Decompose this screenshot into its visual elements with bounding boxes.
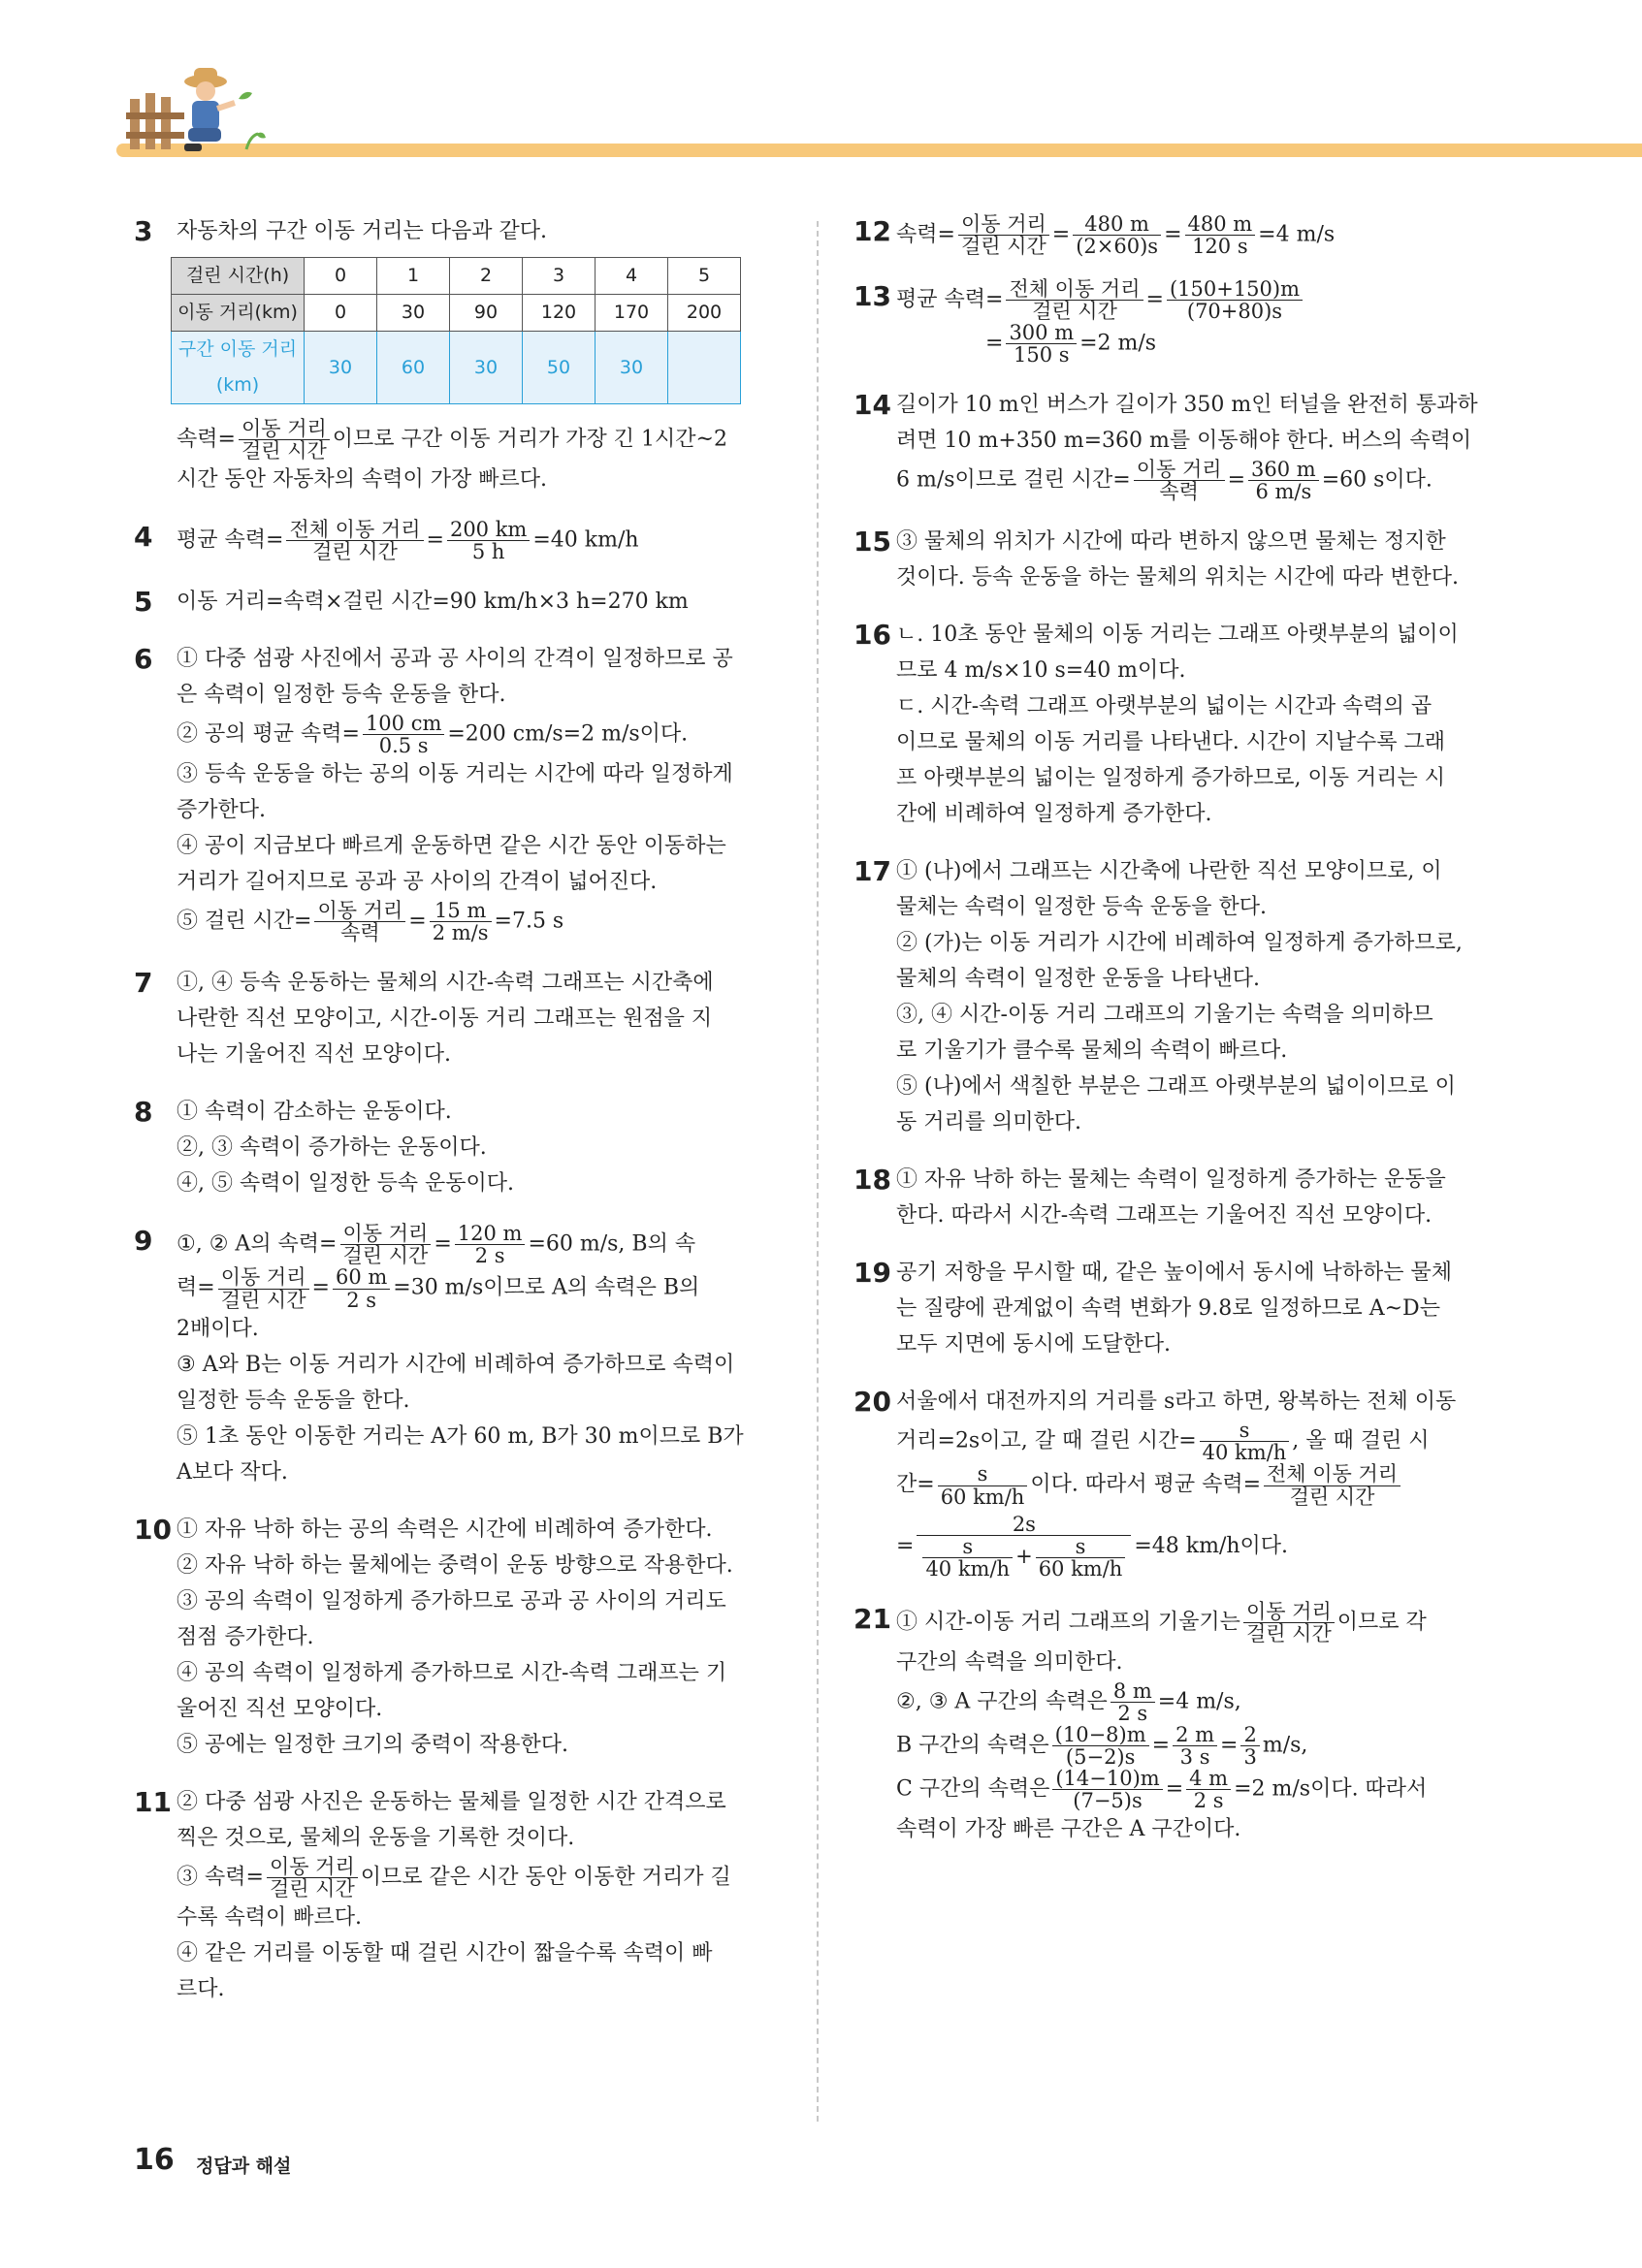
numerator: s [1036,1536,1126,1558]
denominator: 5 h [471,540,505,564]
text: 이므로 같은 시간 동안 이동한 거리가 길 [360,1865,731,1890]
text: 속력= [896,222,955,247]
question-number: 17 [853,855,891,888]
table-row [172,258,741,295]
denominator: 40 km/h [925,1556,1011,1581]
text: = [311,1276,330,1301]
answer-text: 울어진 직선 모양이다. [177,1696,383,1721]
table-cell: 120 [523,295,596,332]
text: 이므로 각 [1336,1610,1427,1635]
answer-text: 한다. 따라서 시간-속력 그래프는 기울어진 직선 모양이다. [896,1203,1433,1229]
denominator: (70+80)s [1186,300,1283,324]
table-cell: 2 [450,258,523,295]
answer-text: ㄷ. 시간-속력 그래프 아랫부분의 넓이는 시간과 속력의 곱 [896,694,1433,719]
answer-4 [134,519,776,562]
answer-text: ②, ③ 속력이 증가하는 운동이다. [177,1135,487,1161]
numerator: 100 cm [363,713,444,735]
text: = [1151,1733,1171,1758]
answer-text: 로 기울기가 클수록 물체의 속력이 빠르다. [896,1038,1288,1064]
answer-text: 찍은 것으로, 물체의 운동을 기록한 것이다. [177,1825,575,1850]
numerator: 이동 거리 [1134,459,1225,481]
fraction [286,519,423,562]
question-number: 9 [134,1225,153,1258]
numerator: (14−10)m [1052,1768,1162,1790]
answer-text: 길이가 10 m인 버스가 길이가 350 m인 터널을 완전히 통과하 [896,393,1478,418]
text: =60 m/s, B의 속 [528,1231,696,1257]
fraction [1173,1724,1217,1768]
answer-text: 모두 지면에 동시에 도달한다. [896,1332,1171,1358]
section-label: 정답과 해설 [196,2156,292,2177]
fraction [1243,1601,1335,1645]
numerator: 이동 거리 [314,900,405,922]
fraction [1185,213,1256,257]
text: =4 m/s [1258,222,1336,247]
text: ⑤ 걸린 시간= [177,909,312,934]
answer-8 [134,1094,776,1201]
denominator: 걸린 시간 [1245,1621,1332,1645]
numerator: 이동 거리 [340,1223,432,1245]
denominator: 속력 [1159,480,1199,504]
denominator: 걸린 시간 [1289,1485,1375,1509]
answer-21 [853,1601,1494,1847]
denominator: 3 [1243,1744,1257,1769]
denominator: 120 s [1192,235,1248,259]
numerator: 2 [1240,1724,1259,1746]
answer-text: ①, ④ 등속 운동하는 물체의 시간-속력 그래프는 시간축에 [177,971,714,996]
answer-text: 이므로 물체의 이동 거리를 나타낸다. 시간이 지날수록 그래 [896,730,1445,755]
fraction [340,1223,432,1266]
answer-text [896,1768,1494,1811]
text: =48 km/h이다. [1134,1533,1289,1558]
fraction [1073,213,1161,257]
answer-text: ② (가)는 이동 거리가 시간에 비례하여 일정하게 증가하므로, [896,931,1463,956]
fraction [447,519,530,562]
answer-text: 일정한 등속 운동을 한다. [177,1388,410,1413]
answer-text: 자동차의 구간 이동 거리는 다음과 같다. [177,219,547,243]
fraction [1248,459,1319,502]
answer-text: 시간 동안 자동차의 속력이 가장 빠르다. [177,467,547,493]
fraction [314,900,405,943]
text: = [985,331,1004,356]
numerator: (10−8)m [1052,1724,1149,1746]
table-cell: 구간 이동 거리(km) [172,332,305,404]
answer-13 [853,278,1494,366]
numerator: 전체 이동 거리 [286,519,423,541]
table-cell: 30 [596,332,668,404]
answer-text [896,1514,1494,1580]
answer-text [177,900,776,943]
answer-text: 이동 거리=속력×걸린 시간=90 km/h×3 h=270 km [177,590,689,615]
answer-text: 은 속력이 일정한 등속 운동을 한다. [177,683,506,708]
table-cell: 60 [377,332,450,404]
answer-text: 는 질량에 관계없이 속력 변화가 9.8로 일정하므로 A~D는 [896,1296,1440,1322]
answer-text: ⑤ 공에는 일정한 크기의 중력이 작용한다. [177,1732,568,1757]
text: ③ 속력= [177,1865,264,1890]
fraction [267,1856,358,1900]
answer-text: ① 자유 낙하 하는 물체는 속력이 일정하게 증가하는 운동을 [896,1167,1446,1193]
answer-text: 므로 4 m/s×10 s=40 m이다. [896,658,1186,684]
text: 거리=2s이고, 갈 때 걸린 시간= [896,1428,1197,1453]
numerator: s [938,1463,1028,1485]
text: m/s, [1262,1733,1308,1758]
denominator: 0.5 s [378,734,429,758]
answer-text: 간에 비례하여 일정하게 증가한다. [896,802,1212,827]
fraction [1134,459,1225,502]
text: ②, ③ A 구간의 속력은 [896,1689,1108,1714]
fraction [922,1536,1013,1580]
fraction [938,1463,1028,1507]
question-number: 14 [853,389,891,422]
table-row-highlight [172,332,741,404]
page-number: 16 [134,2143,175,2177]
answer-text: ① 자유 낙하 하는 공의 속력은 시간에 비례하여 증가한다. [177,1517,713,1542]
answer-text: 거리가 길어지므로 공과 공 사이의 간격이 넓어진다. [177,870,658,895]
question-number: 6 [134,643,153,676]
answer-text: 르다. [177,1976,225,2001]
numerator: 이동 거리 [267,1856,358,1878]
answer-text [896,1680,1494,1724]
denominator: 걸린 시간 [960,235,1046,259]
text: = [426,527,444,553]
answer-text: ④ 공의 속력이 일정하게 증가하므로 시간-속력 그래프는 기 [177,1660,727,1685]
fraction [1052,1724,1149,1768]
question-number: 3 [134,215,153,247]
denominator: 150 s [1014,343,1070,367]
answer-text [177,713,776,756]
question-number: 5 [134,586,153,619]
question-number: 19 [853,1257,891,1290]
text: ② 공의 평균 속력= [177,721,360,747]
table-cell: 이동 거리(km) [172,295,305,332]
answer-text: 프 아랫부분의 넓이는 일정하게 증가하므로, 이동 거리는 시 [896,766,1445,791]
answer-text [177,1223,776,1266]
answer-text [896,1463,1494,1507]
question-number: 11 [134,1785,172,1818]
text: ① 시간-이동 거리 그래프의 기울기는 [896,1610,1240,1635]
answer-text: 동 거리를 의미한다. [896,1110,1081,1135]
table-cell: 30 [377,295,450,332]
answer-text: A보다 작다. [177,1459,288,1485]
denominator: 2 s [474,1244,505,1268]
table-cell: 0 [305,295,377,332]
text: =30 m/s이므로 A의 속력은 B의 [393,1276,700,1301]
text: ①, ② A의 속력= [177,1231,338,1257]
answer-text: 물체의 속력이 일정한 운동을 나타낸다. [896,967,1260,992]
distance-table [171,257,741,404]
text: =7.5 s [494,909,564,934]
question-number: 18 [853,1164,891,1197]
question-number: 15 [853,526,891,559]
answer-17 [853,853,1494,1140]
text: = [408,909,427,934]
answer-text: 서울에서 대전까지의 거리를 s라고 하면, 왕복하는 전체 이동 [896,1390,1457,1415]
table-cell: 170 [596,295,668,332]
answer-20 [853,1384,1494,1579]
answer-text [896,1724,1494,1768]
numerator: 이동 거리 [239,418,330,440]
denominator: 60 km/h [940,1485,1025,1509]
header-bar [116,144,1642,157]
denominator: (2×60)s [1076,235,1159,259]
answer-text: ③ 공의 속력이 일정하게 증가하므로 공과 공 사이의 거리도 [177,1588,726,1613]
answer-text [177,519,776,562]
denominator: 걸린 시간 [269,1876,355,1901]
answer-12 [853,213,1494,257]
answer-text: ④ 공이 지금보다 빠르게 운동하면 같은 시간 동안 이동하는 [177,834,726,859]
text: 이므로 구간 이동 거리가 가장 긴 1시간~2 [332,427,727,452]
numerator: 2 m [1173,1724,1217,1746]
text: =4 m/s, [1157,1689,1241,1714]
numerator: 300 m [1006,322,1077,344]
text: , 올 때 걸린 시 [1292,1428,1430,1453]
answer-text: ③ A와 B는 이동 거리가 시간에 비례하여 증가하므로 속력이 [177,1352,735,1377]
numerator: (150+150)m [1167,278,1303,301]
text: 이다. 따라서 평균 속력= [1030,1473,1262,1498]
answer-9 [134,1223,776,1489]
text: = [1051,222,1071,247]
table-cell: 50 [523,332,596,404]
text: = [1165,1776,1184,1802]
question-number: 16 [853,619,891,652]
answer-text: 점점 증가한다. [177,1624,314,1649]
text: 속력= [177,427,236,452]
denominator: 속력 [340,921,380,945]
question-number: 12 [853,215,891,247]
table-cell: 1 [377,258,450,295]
fraction [1006,322,1077,366]
table-cell: 0 [305,258,377,295]
numerator: s [1200,1420,1290,1442]
text: 력= [177,1276,215,1301]
answer-text: 수록 속력이 빠르다. [177,1904,362,1930]
numerator: 60 m [333,1266,390,1289]
answer-text [896,213,1494,257]
question-number: 8 [134,1096,153,1129]
answer-text: ⑤ 1초 동안 이동한 거리는 A가 60 m, B가 30 m이므로 B가 [177,1423,744,1449]
table-cell: 90 [450,295,523,332]
table-cell: 5 [668,258,741,295]
question-number: 7 [134,967,153,1000]
fraction [1186,1768,1231,1811]
text: =2 m/s이다. 따라서 [1234,1776,1428,1802]
fraction [218,1266,309,1310]
answer-text [177,418,776,462]
numerator: 4 m [1186,1768,1231,1790]
denominator: 걸린 시간 [241,439,327,463]
answer-text: ③, ④ 시간-이동 거리 그래프의 기울기는 속력을 의미하므 [896,1003,1433,1028]
table-row [172,295,741,332]
table-cell: 4 [596,258,668,295]
fraction [1052,1768,1162,1811]
fraction [333,1266,390,1310]
text: 평균 속력= [896,287,1004,312]
numerator: 15 m [430,900,492,922]
denominator: 40 km/h [1202,1441,1287,1465]
fraction [1036,1536,1126,1580]
text: B 구간의 속력은 [896,1733,1049,1758]
text: + [1015,1544,1033,1568]
gardener-illustration [124,60,279,157]
numerator: 200 km [447,519,530,541]
answer-text: 나는 기울어진 직선 모양이다. [177,1042,451,1068]
text: = [1164,222,1182,247]
denominator: 걸린 시간 [342,1244,429,1268]
numerator: 이동 거리 [1243,1601,1335,1623]
answer-text: 물체는 속력이 일정한 등속 운동을 한다. [896,895,1267,920]
denominator: (7−5)s [1073,1789,1143,1813]
answer-6 [134,641,776,943]
fraction [1111,1680,1155,1724]
table-cell: 걸린 시간(h) [172,258,305,295]
answer-text [896,1601,1494,1645]
table-cell [668,332,741,404]
answer-7 [134,965,776,1072]
numerator: 480 m [1073,213,1161,236]
numerator: s [922,1536,1013,1558]
numerator: 이동 거리 [958,213,1049,236]
numerator: 8 m [1111,1680,1155,1703]
question-number: 10 [134,1513,172,1546]
fraction [430,900,492,943]
text: 6 m/s이므로 걸린 시간= [896,467,1131,493]
numerator: 전체 이동 거리 [1006,278,1143,301]
denominator: 2 m/s [432,921,489,945]
table-cell: 30 [450,332,523,404]
text: =60 s이다. [1321,467,1433,493]
answer-text: ① 속력이 감소하는 운동이다. [177,1100,452,1125]
text: = [1220,1733,1239,1758]
answer-text [896,278,1494,322]
answer-text: ② 다중 섬광 사진은 운동하는 물체를 일정한 시간 간격으로 [177,1789,726,1814]
answer-text: 나란한 직선 모양이고, 시간-이동 거리 그래프는 원점을 지 [177,1006,713,1032]
table-cell: 30 [305,332,377,404]
denominator [917,1536,1131,1580]
answer-18 [853,1162,1494,1233]
denominator: 6 m/s [1255,480,1312,504]
answer-text: 것이다. 등속 운동을 하는 물체의 위치는 시간에 따라 변한다. [896,565,1459,591]
denominator: 60 km/h [1038,1556,1123,1581]
answer-text: ㄴ. 10초 동안 물체의 이동 거리는 그래프 아랫부분의 넓이이 [896,623,1459,648]
denominator: 2 s [1193,1789,1224,1813]
answer-text: 공기 저항을 무시할 때, 같은 높이에서 동시에 낙하하는 물체 [896,1261,1452,1286]
fraction [1240,1724,1259,1768]
answer-text [177,1856,776,1900]
left-column [134,213,776,2028]
answer-text: ③ 물체의 위치가 시간에 따라 변하지 않으면 물체는 정지한 [896,529,1446,555]
numerator: 360 m [1248,459,1319,481]
text: 평균 속력= [177,527,284,553]
fraction [958,213,1049,257]
compound-fraction [917,1514,1131,1580]
answer-11 [134,1784,776,2007]
answer-text: 속력이 가장 빠른 구간은 A 구간이다. [896,1817,1241,1842]
question-number: 21 [853,1602,891,1635]
fraction [1200,1420,1290,1463]
answer-text: ⑤ (나)에서 색칠한 부분은 그래프 아랫부분의 넓이이므로 이 [896,1074,1456,1100]
column-divider [817,221,819,2122]
numerator: 이동 거리 [218,1266,309,1289]
answer-19 [853,1255,1494,1362]
text: = [434,1231,452,1257]
denominator: 3 s [1179,1744,1210,1769]
answer-5 [134,584,776,620]
answer-text [896,459,1494,502]
answer-3 [134,213,776,497]
table-cell: 3 [523,258,596,295]
table-cell: 200 [668,295,741,332]
right-column [853,213,1494,1869]
answer-text: ④, ⑤ 속력이 일정한 등속 운동이다. [177,1171,514,1197]
answer-14 [853,387,1494,502]
question-number: 4 [134,521,153,554]
denominator: (5−2)s [1065,1744,1136,1769]
fraction [455,1223,526,1266]
text: =200 cm/s=2 m/s이다. [447,721,689,747]
numerator: 120 m [455,1223,526,1245]
answer-text: 려면 10 m+350 m=360 m를 이동해야 한다. 버스의 속력이 [896,429,1472,454]
fraction [363,713,444,756]
answer-text: 구간의 속력을 의미한다. [896,1649,1123,1675]
answer-text [177,1266,776,1310]
question-number: 13 [853,280,891,313]
text: =2 m/s [1079,331,1157,356]
answer-text: ③ 등속 운동을 하는 공의 이동 거리는 시간에 따라 일정하게 [177,762,733,787]
answer-text: ④ 같은 거리를 이동할 때 걸린 시간이 짧을수록 속력이 빠 [177,1940,713,1965]
answer-16 [853,617,1494,832]
text: = [1227,467,1246,493]
answer-10 [134,1512,776,1763]
denominator: 2 s [1117,1701,1148,1725]
text: 간= [896,1473,935,1498]
answer-text: 증가한다. [177,798,267,823]
fraction [1264,1463,1401,1507]
answer-text: 2배이다. [177,1316,259,1341]
numerator: 2s [917,1514,1131,1536]
answer-15 [853,524,1494,595]
numerator: 480 m [1185,213,1256,236]
answer-text: ① 다중 섬광 사진에서 공과 공 사이의 간격이 일정하므로 공 [177,647,733,672]
answer-text: ② 자유 낙하 하는 물체에는 중력이 운동 방향으로 작용한다. [177,1552,733,1578]
fraction [1167,278,1303,322]
question-number: 20 [853,1386,891,1419]
text: = [1145,287,1164,312]
text: C 구간의 속력은 [896,1776,1050,1802]
denominator: 걸린 시간 [220,1288,306,1312]
denominator: 2 s [346,1288,377,1312]
answer-text [896,322,1494,366]
answer-text [896,1420,1494,1463]
fraction [239,418,330,462]
denominator: 걸린 시간 [312,540,398,564]
text: = [896,1533,915,1558]
answer-text: ① (나)에서 그래프는 시간축에 나란한 직선 모양이므로, 이 [896,859,1442,884]
numerator: 전체 이동 거리 [1264,1463,1401,1485]
denominator: 걸린 시간 [1032,300,1117,324]
text: =40 km/h [532,527,639,553]
fraction [1006,278,1143,322]
